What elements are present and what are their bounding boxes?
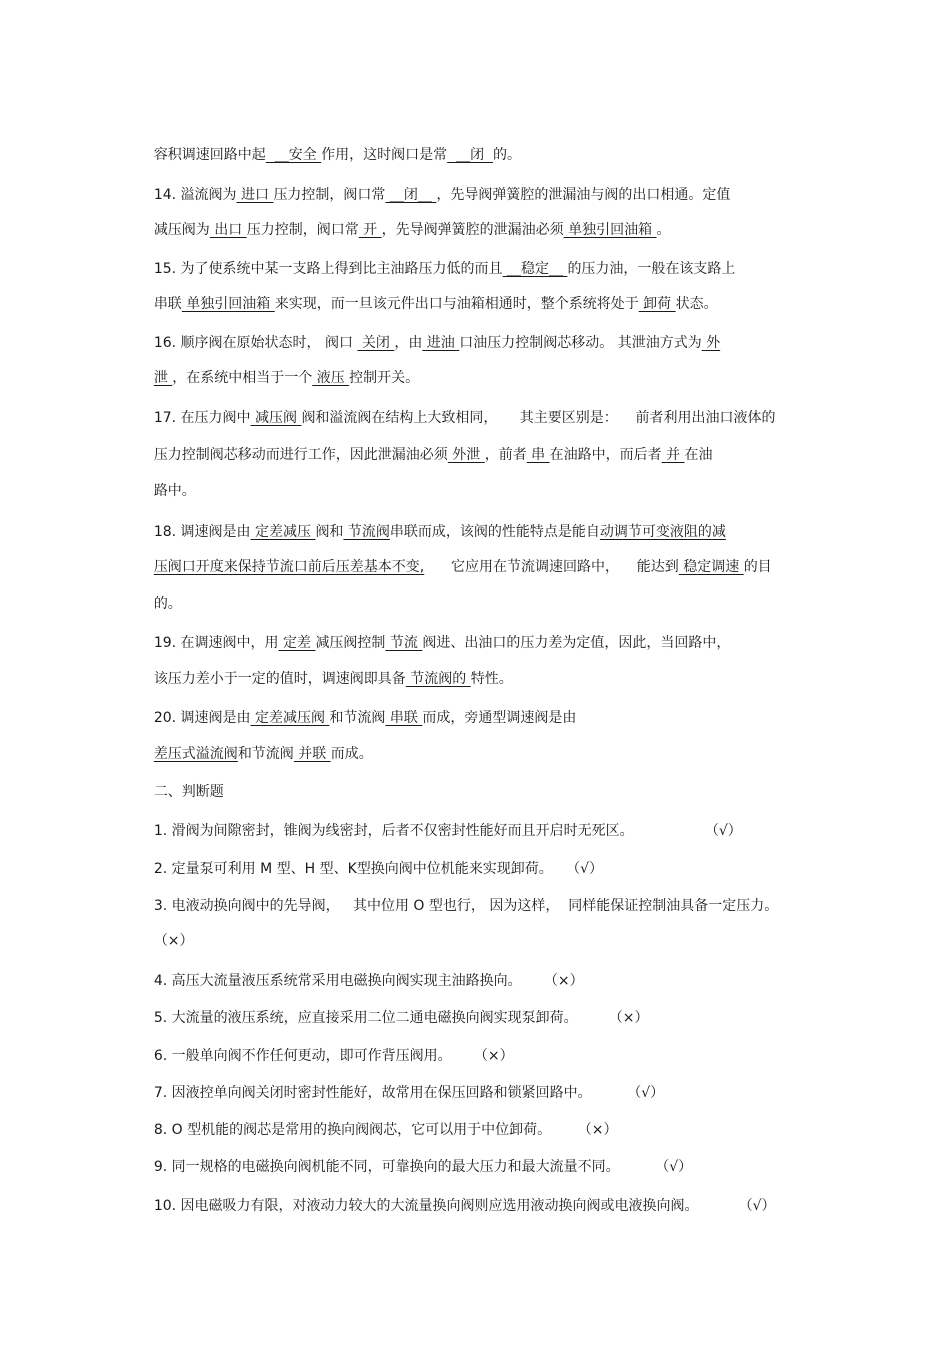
text-segment: 和节流阀 xyxy=(237,746,294,762)
answer-blank: 进口 xyxy=(236,187,274,203)
item-answer: （×） xyxy=(521,973,584,989)
item-answer: （×） xyxy=(551,1122,618,1138)
answer-blank: 压阀口开度来保持节流口前后压差基本不变, xyxy=(153,559,425,575)
answer-blank: 并 xyxy=(661,447,685,463)
answer-blank: 开 xyxy=(358,222,382,238)
text-segment: 15. 为了使系统中某一支路上得到比主油路压力低的而且 xyxy=(153,261,503,277)
item-answer: （√） xyxy=(698,1198,776,1214)
text-segment: 作用，这时阀口是常 xyxy=(321,147,448,163)
text-segment: 而成。 xyxy=(330,746,373,762)
judgment-item-3 xyxy=(136,879,778,933)
text-segment: 16. 顺序阀在原始状态时， xyxy=(153,335,321,351)
answer-blank: 单独引回油箱 xyxy=(181,296,275,312)
text-segment: ，由 xyxy=(394,335,423,351)
text-segment: 特性。 xyxy=(470,671,513,687)
answer-blank: 并联 xyxy=(293,746,331,762)
text-segment: 减压阀为 xyxy=(153,222,210,238)
answer-blank: 稳定调速 xyxy=(678,559,744,575)
text-segment: 19. 在调速阀中，用 xyxy=(153,635,279,651)
answer-blank: 定差减压 xyxy=(250,524,316,540)
answer-blank: __稳定__ xyxy=(502,261,568,277)
answer-blank: 泄 xyxy=(153,370,173,386)
text-segment: 的。 xyxy=(153,596,182,612)
item-text: 7. 因液控单向阀关闭时密封性能好，故常用在保压回路和锁紧回路中。 xyxy=(153,1085,592,1101)
text-segment: ，前者 xyxy=(484,447,527,463)
item-text: 因为这样， xyxy=(484,898,560,914)
item-text: 6. 一般单向阀不作任何更动，即可作背压阀用。 xyxy=(153,1048,452,1064)
answer-blank: 差压式溢流阀 xyxy=(153,746,238,762)
item-answer: （√） xyxy=(552,861,604,877)
text-segment: 串联 xyxy=(153,296,182,312)
answer-blank: 液压 xyxy=(312,370,350,386)
answer-blank: __闭__ xyxy=(385,187,437,203)
answer-blank: 减压阀 xyxy=(250,410,302,426)
item-answer: （×） xyxy=(451,1048,514,1064)
text-segment: 状态。 xyxy=(675,296,718,312)
answer-blank: 出口 xyxy=(209,222,247,238)
text-segment: 14. 溢流阀为 xyxy=(153,187,237,203)
item-text: 5. 大流量的液压系统，应直接采用二位二通电磁换向阀实现泵卸荷。 xyxy=(153,1010,578,1026)
text-segment: 阀和 xyxy=(315,524,344,540)
item-text: 10. 因电磁吸力有限，对液动力较大的大流量换向阀则应选用液动换向阀或电液换向阀。 xyxy=(153,1198,699,1214)
answer-blank: 定差 xyxy=(278,635,316,651)
item-text: 其中位用 O 型也行， xyxy=(339,898,485,914)
answer-blank: __闭 xyxy=(447,147,493,163)
answer-blank: 节流阀的 xyxy=(405,671,471,687)
answer-blank: 定差减压阀 xyxy=(250,710,330,726)
item-answer: （×） xyxy=(577,1010,649,1026)
text-segment: 阀口 xyxy=(320,335,358,351)
text-segment: 该压力差小于一定的值时，调速阀即具备 xyxy=(153,671,406,687)
item-text: 同样能保证控制油具备一定压力。 xyxy=(559,898,779,914)
judgment-item-10 xyxy=(136,1179,776,1233)
answer-blank: 外泄 xyxy=(447,447,485,463)
text-segment: 阀和溢流阀在结构上大致相同， xyxy=(301,410,498,426)
item-answer: （√） xyxy=(633,823,742,839)
item-answer: （√） xyxy=(591,1085,665,1101)
text-segment: 的压力油，一般在该支路上 xyxy=(567,261,736,277)
text-segment: 容积调速回路中起 xyxy=(153,147,266,163)
answer-blank: 节流 xyxy=(385,635,423,651)
item-text: 8. O 型机能的阀芯是常用的换向阀阀芯，它可以用于中位卸荷。 xyxy=(153,1122,552,1138)
text-segment: 其主要区别是： xyxy=(497,410,618,426)
text-segment: 在油 xyxy=(684,447,713,463)
text-segment: 路中。 xyxy=(153,483,196,499)
item-answer: （×） xyxy=(153,933,194,949)
text-segment: ，先导阀弹簧腔的泄漏油与阀的出口相通。定值 xyxy=(436,187,731,203)
item-text: 9. 同一规格的电磁换向阀机能不同，可靠换向的最大压力和最大流量不同。 xyxy=(153,1159,620,1175)
text-segment: 压力控制，阀口常 xyxy=(246,222,359,238)
text-segment: 控制开关。 xyxy=(349,370,420,386)
item-text: 4. 高压大流量液压系统常采用电磁换向阀实现主油路换向。 xyxy=(153,973,522,989)
text-segment: 而成，旁通型调速阀是由 xyxy=(422,710,577,726)
text-segment: 减压阀控制 xyxy=(315,635,386,651)
text-segment: ，在系统中相当于一个 xyxy=(172,370,313,386)
answer-blank: 卸荷 xyxy=(638,296,676,312)
answer-blank: 单独引回油箱 xyxy=(563,222,657,238)
item-answer: （√） xyxy=(619,1159,693,1175)
text-segment: 口油压力控制阀芯移动。 其泄油方式为 xyxy=(459,335,702,351)
answer-blank: 串 xyxy=(526,447,550,463)
text-segment: 来实现，而一旦该元件出口与油箱相通时，整个系统将处于 xyxy=(274,296,639,312)
text-segment: 串联而成，该阀的性能特点是能自 xyxy=(389,524,600,540)
answer-blank: 关闭 xyxy=(357,335,395,351)
text-segment: 。 xyxy=(656,222,671,238)
answer-blank: 串联 xyxy=(385,710,423,726)
text-segment: 18. 调速阀是由 xyxy=(153,524,251,540)
item-text: 3. 电液动换向阀中的先导阀， xyxy=(153,898,340,914)
text-segment: 压力控制，阀口常 xyxy=(273,187,386,203)
answer-blank: 节流阀 xyxy=(343,524,390,540)
answer-blank: 进油 xyxy=(422,335,460,351)
answer-blank: 外 xyxy=(701,335,721,351)
answer-blank: __安全 xyxy=(265,147,322,163)
text-segment: 前者利用出油口液体的 xyxy=(617,410,776,426)
answer-blank: 动调节可变液阻的减 xyxy=(599,524,726,540)
text-segment: ，先导阀弹簧腔的泄漏油必须 xyxy=(381,222,564,238)
text-segment: 压力控制阀芯移动而进行工作，因此泄漏油必须 xyxy=(153,447,448,463)
text-segment: 和节流阀 xyxy=(329,710,386,726)
text-segment: 能达到 xyxy=(618,559,679,575)
text-segment: 20. 调速阀是由 xyxy=(153,710,251,726)
text-segment: 17. 在压力阀中 xyxy=(153,410,251,426)
text-segment: 的。 xyxy=(492,147,521,163)
text-segment: 它应用在节流调速回路中， xyxy=(424,559,619,575)
text-segment: 的目 xyxy=(743,559,772,575)
text-segment: 在油路中，而后者 xyxy=(549,447,662,463)
item-text: 1. 滑阀为间隙密封，锥阀为线密封，后者不仅密封性能好而且开启时无死区。 xyxy=(153,823,634,839)
text-segment: 阀进、出油口的压力差为定值，因此，当回路中， xyxy=(422,635,731,651)
section-title: 二、判断题 xyxy=(153,784,224,800)
line-q17-b xyxy=(136,428,713,482)
line-q18-b xyxy=(136,540,772,594)
item-text: 2. 定量泵可利用 M 型、H 型、K型换向阀中位机能来实现卸荷。 xyxy=(153,861,553,877)
